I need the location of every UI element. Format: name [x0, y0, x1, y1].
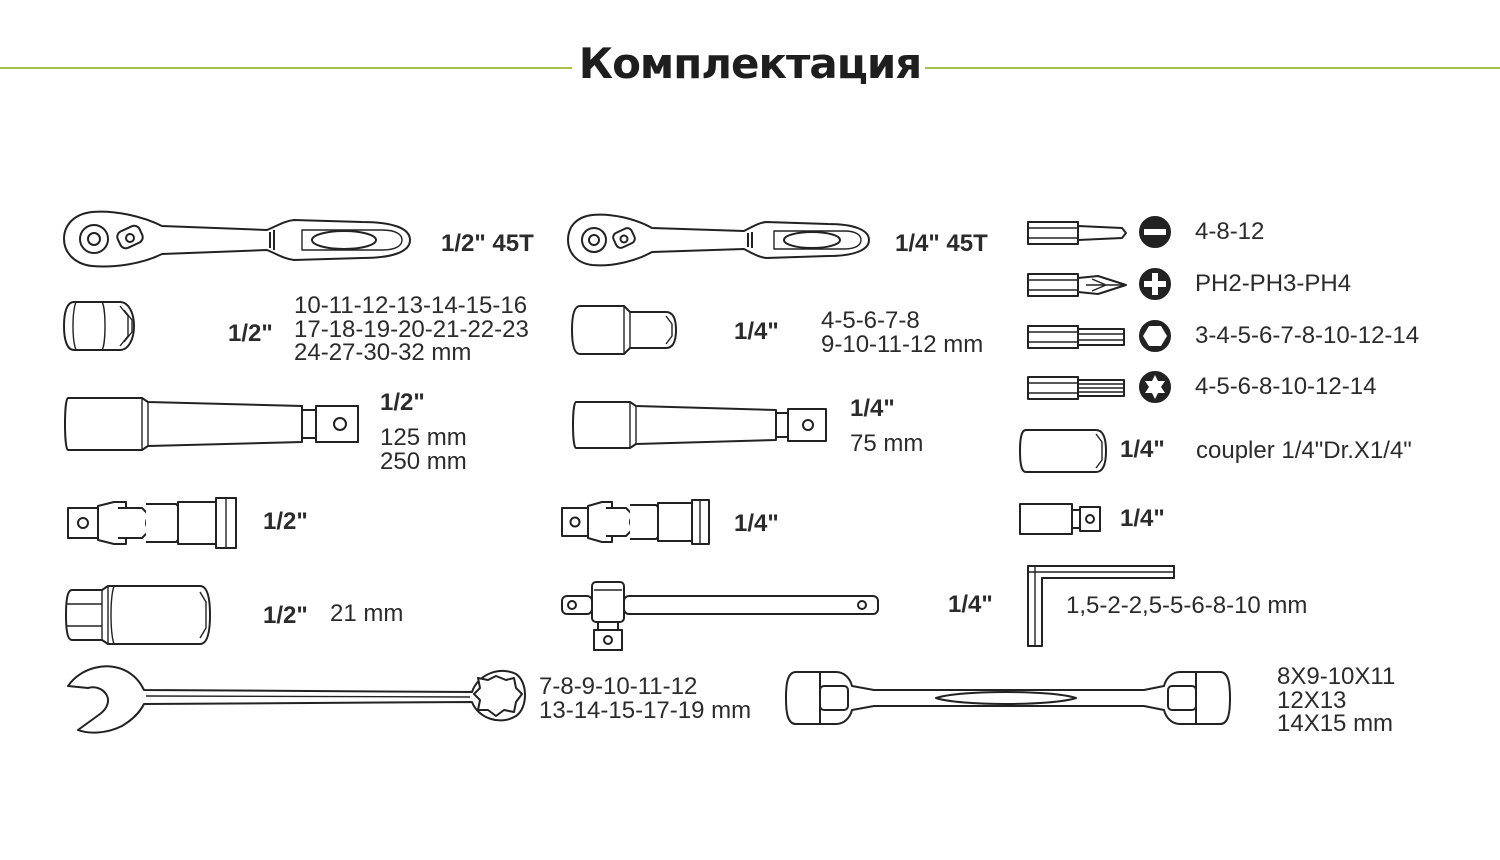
- socket-quarter-drive: 1/4": [734, 318, 779, 345]
- flex-wrench-sizes-line: 12X13: [1277, 686, 1347, 714]
- ratchet-half-icon: [62, 208, 414, 270]
- ratchet-quarter-icon: [566, 212, 872, 268]
- socket-half-icon: [62, 298, 136, 354]
- page-title: Комплектация: [578, 39, 922, 88]
- slotted-icon: [1139, 216, 1171, 248]
- combination-wrench-sizes-line: 13-14-15-17-19 mm: [539, 696, 752, 724]
- tbar-drive: 1/4": [948, 591, 993, 618]
- socket-quarter-sizes-line: 4-5-6-7-8: [821, 307, 920, 334]
- bit-sizes-phillips: PH2-PH3-PH4: [1195, 270, 1352, 297]
- hex-key-sizes: 1,5-2-2,5-5-6-8-10 mm: [1066, 592, 1308, 619]
- combination-wrench-sizes-line: 7-8-9-10-11-12: [539, 673, 698, 700]
- ratchet-quarter-label: 1/4" 45T: [895, 230, 988, 257]
- tbar-icon: [558, 578, 882, 652]
- title-rule-right: [925, 67, 1500, 69]
- socket-half-sizes: [294, 294, 529, 365]
- adapter-drive: 1/4": [1120, 505, 1165, 532]
- ratchet-half-label: 1/2" 45T: [441, 230, 534, 257]
- bit-torx-icon: [1026, 373, 1130, 403]
- ujoint-quarter-icon: [560, 496, 712, 548]
- spark-socket-icon: [64, 584, 212, 646]
- extension-half-icon: [62, 394, 362, 454]
- combination-wrench-sizes: [539, 675, 751, 722]
- socket-half-sizes-line: 17-18-19-20-21-22-23: [294, 315, 529, 343]
- bit-sizes-torx: 4-5-6-8-10-12-14: [1195, 373, 1377, 400]
- bit-sizes-slotted: 4-8-12: [1195, 218, 1265, 245]
- extension-half-length: 250 mm: [380, 447, 467, 475]
- ujoint-half-icon: [66, 494, 240, 552]
- extension-half-lengths: [380, 426, 467, 473]
- torx-icon: [1139, 371, 1171, 403]
- bit-phillips-icon: [1026, 270, 1130, 300]
- flex-wrench-sizes-line: 8X9-10X11: [1277, 663, 1396, 690]
- coupler-drive: 1/4": [1120, 436, 1165, 463]
- socket-half-sizes-line: 10-11-12-13-14-15-16: [294, 292, 528, 319]
- extension-half-drive: 1/2": [380, 389, 425, 416]
- bit-hex-icon: [1026, 322, 1130, 352]
- coupler-label: coupler 1/4"Dr.X1/4": [1196, 437, 1412, 464]
- spark-socket-size: 21 mm: [330, 600, 404, 627]
- extension-quarter-icon: [570, 398, 830, 452]
- bit-slotted-icon: [1026, 218, 1130, 248]
- hex-icon: [1139, 320, 1171, 352]
- adapter-icon: [1018, 502, 1102, 536]
- flex-wrench-sizes-line: 14X15 mm: [1277, 710, 1394, 737]
- combination-wrench-icon: [66, 656, 526, 736]
- flex-wrench-sizes: [1277, 665, 1395, 736]
- socket-half-drive: 1/2": [228, 320, 273, 347]
- extension-quarter-length: 75 mm: [850, 430, 924, 457]
- socket-quarter-icon: [570, 304, 678, 356]
- socket-quarter-sizes: [821, 309, 983, 356]
- ujoint-quarter-drive: 1/4": [734, 510, 779, 537]
- title-rule-left: [0, 67, 572, 69]
- socket-half-sizes-line: 24-27-30-32 mm: [294, 339, 472, 366]
- extension-half-length: 125 mm: [380, 424, 467, 451]
- coupler-icon: [1018, 428, 1108, 474]
- ujoint-half-drive: 1/2": [263, 508, 308, 535]
- spark-socket-drive: 1/2": [263, 602, 308, 629]
- bit-sizes-hex: 3-4-5-6-7-8-10-12-14: [1195, 322, 1420, 349]
- extension-quarter-drive: 1/4": [850, 395, 895, 422]
- phillips-icon: [1139, 268, 1171, 300]
- flex-wrench-icon: [784, 668, 1232, 728]
- socket-quarter-sizes-line: 9-10-11-12 mm: [821, 330, 984, 358]
